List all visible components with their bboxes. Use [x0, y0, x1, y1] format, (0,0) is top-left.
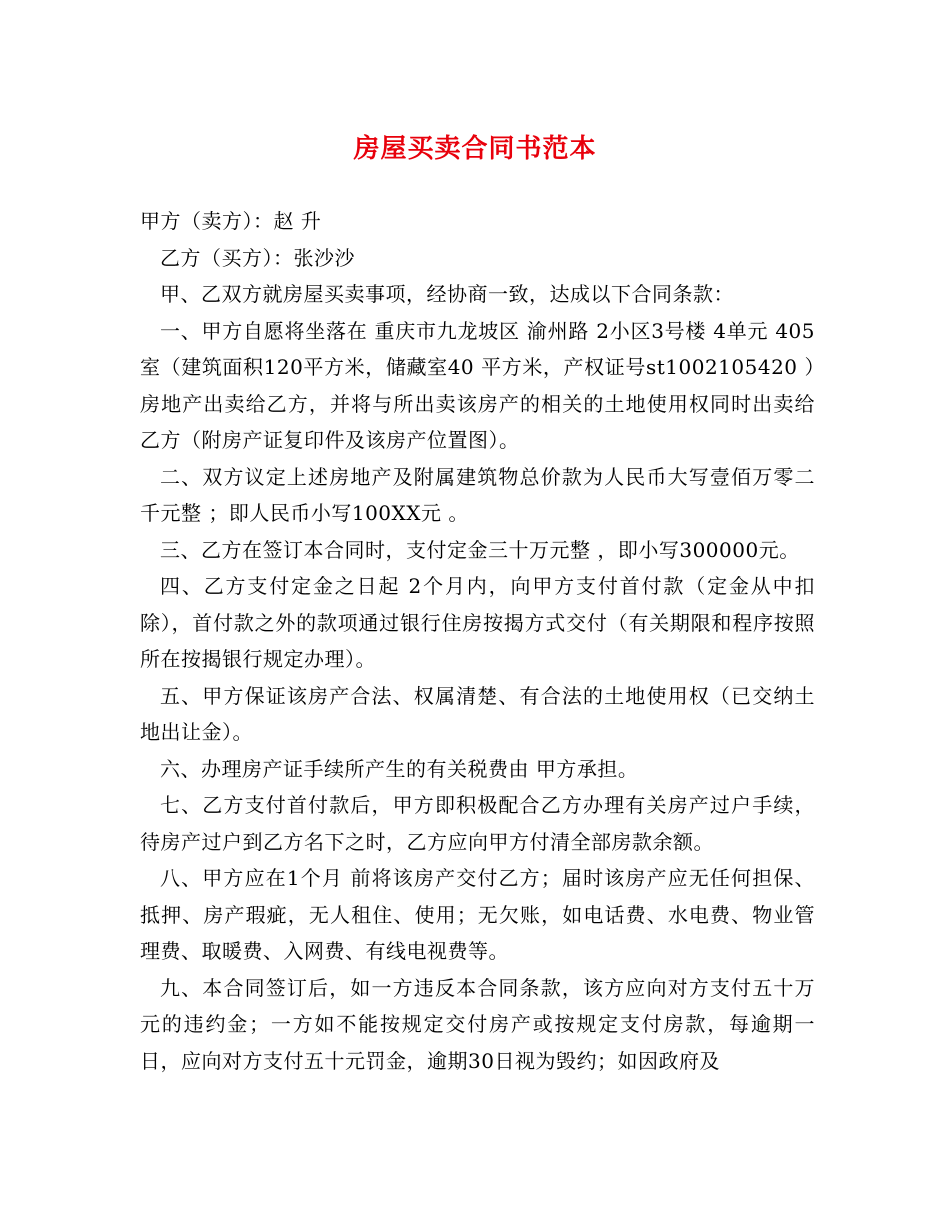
clause-7-paragraph: 七、乙方支付首付款后，甲方即积极配合乙方办理有关房产过户手续，待房产过户到乙方名下之时，乙方应向甲方付清全部房款余额。: [140, 793, 815, 854]
contract-body: [140, 203, 815, 1079]
clause-8-paragraph: 八、甲方应在1个月 前将该房产交付乙方；届时该房产应无任何担保、抵押、房产瑕疵，无人租住、使用；无欠账，如电话费、水电费、物业管理费、取暖费、入网费、有线电视费等。: [140, 866, 815, 963]
clause-3-paragraph: 三、乙方在签订本合同时，支付定金三十万元整 ，即小写300000元。: [160, 537, 800, 562]
clause-5-paragraph: 五、甲方保证该房产合法、权属清楚、有合法的土地使用权（已交纳土地出让金）。: [140, 683, 815, 744]
clause-1-paragraph: 一、甲方自愿将坐落在 重庆市九龙坡区 渝州路 2小区3号楼 4单元 405室（建筑面积120平方米，储藏室40 平方米，产权证号st1002105420 ）房地产出卖给乙方，并将与所出卖该房产的相关的土地使用权同时出卖给乙方（附房产证复印件及该房产位置图）。: [140, 318, 815, 452]
party-b-line: 乙方（买方）：张沙沙: [160, 245, 355, 270]
clause-4-paragraph: 四、乙方支付定金之日起 2个月内，向甲方支付首付款（定金从中扣除），首付款之外的款项通过银行住房按揭方式交付（有关期限和程序按照所在按揭银行规定办理）。: [140, 574, 815, 671]
document-title: 房屋买卖合同书范本: [353, 134, 597, 164]
clause-6-paragraph: 六、办理房产证手续所产生的有关税费由 甲方承担。: [160, 756, 639, 781]
preamble-paragraph: 甲、乙双方就房屋买卖事项，经协商一致，达成以下合同条款：: [160, 282, 734, 306]
party-a-line: 甲方（卖方）：赵 升: [140, 209, 322, 233]
clause-2-paragraph: 二、双方议定上述房地产及附属建筑物总价款为人民币大写壹佰万零二千元整 ；即人民币小写100XX元 。: [140, 464, 815, 525]
clause-9-paragraph: 九、本合同签订后，如一方违反本合同条款，该方应向对方支付五十万 元的违约金；一方如不能按规定交付房产或按规定支付房款，每逾期一日，应向对方支付五十元罚金，逾期30日视为毁约；如因政府及: [140, 975, 815, 1073]
